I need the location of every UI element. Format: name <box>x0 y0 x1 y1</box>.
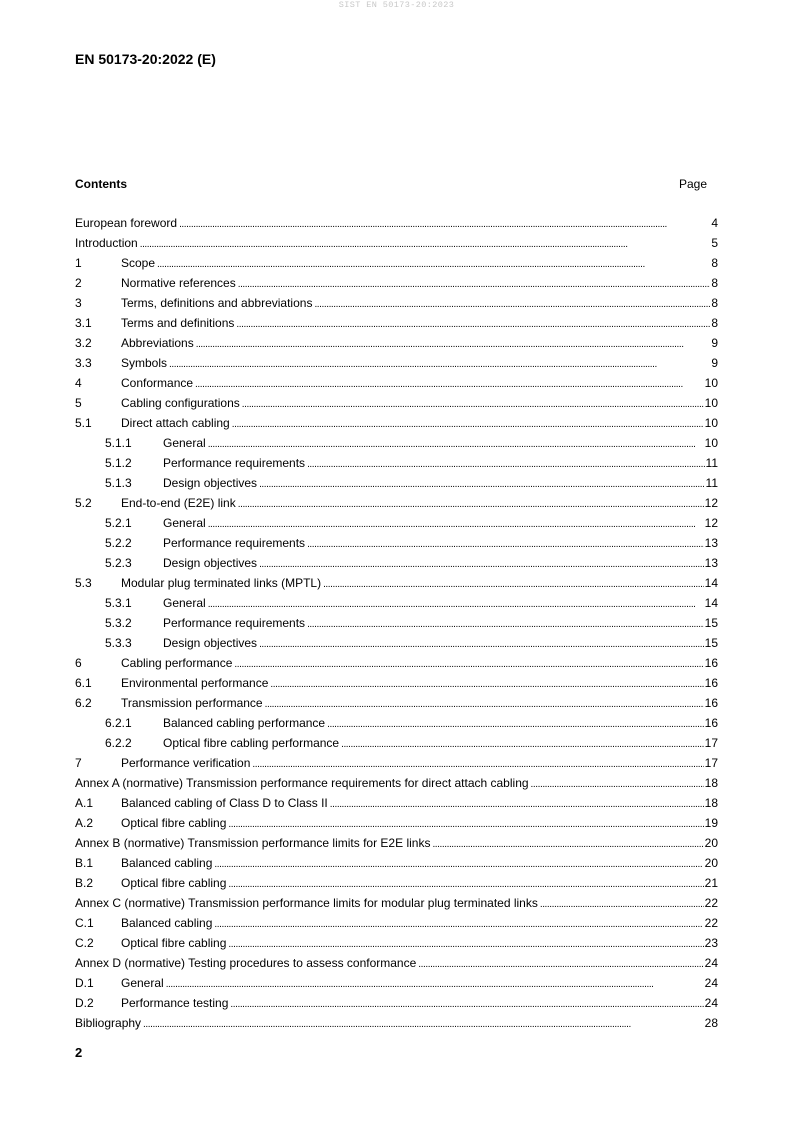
toc-entry-page: 10 <box>704 376 718 390</box>
toc-entry[interactable] <box>75 793 718 813</box>
toc-entry[interactable] <box>75 473 718 493</box>
toc-entry[interactable] <box>75 773 718 793</box>
toc-entry[interactable] <box>75 993 718 1013</box>
toc-entry[interactable] <box>75 873 718 893</box>
toc-entry-title: Design objectives <box>163 556 258 570</box>
toc-entry-title: Optical fibre cabling <box>121 936 227 950</box>
toc-entry-page: 8 <box>711 296 718 310</box>
toc-dot-leader <box>232 416 704 430</box>
toc-entry-number: 5.1.2 <box>105 456 132 470</box>
toc-entry-number: 1 <box>75 256 82 270</box>
toc-entry-title: Performance requirements <box>163 536 306 550</box>
toc-dot-leader <box>228 876 703 890</box>
toc-dot-leader <box>143 1016 704 1030</box>
toc-entry-title: General <box>163 596 206 610</box>
toc-entry-title: General <box>121 976 164 990</box>
toc-dot-leader <box>166 976 704 990</box>
toc-dot-leader <box>228 816 703 830</box>
toc-entry-number: 5.3.2 <box>105 616 132 630</box>
toc-entry-title: General <box>163 516 206 530</box>
toc-entry-title: Symbols <box>121 356 168 370</box>
toc-entry-page: 8 <box>711 256 718 270</box>
toc-dot-leader <box>259 556 704 570</box>
toc-dot-leader <box>314 296 710 310</box>
toc-entry[interactable] <box>75 713 718 733</box>
toc-entry-page: 15 <box>704 616 718 630</box>
toc-dot-leader <box>307 616 704 630</box>
toc-entry[interactable] <box>75 333 718 353</box>
toc-dot-leader <box>307 536 704 550</box>
toc-entry-page: 13 <box>704 536 718 550</box>
toc-dot-leader <box>179 216 710 230</box>
toc-entry-number: 6.1 <box>75 676 92 690</box>
toc-entry-page: 11 <box>705 456 718 470</box>
toc-entry-title: Terms and definitions <box>121 316 235 330</box>
toc-entry-number: B.2 <box>75 876 94 890</box>
toc-entry-number: 5 <box>75 396 82 410</box>
toc-entry[interactable] <box>75 393 718 413</box>
toc-entry-number: 5.3 <box>75 576 92 590</box>
toc-entry-title: Modular plug terminated links (MPTL) <box>121 576 322 590</box>
toc-entry-number: 2 <box>75 276 82 290</box>
toc-entry-page: 20 <box>704 856 718 870</box>
toc-entry-number: 5.1.3 <box>105 476 132 490</box>
toc-entry-page: 19 <box>704 816 718 830</box>
toc-dot-leader <box>242 396 704 410</box>
toc-entry-page: 10 <box>704 396 718 410</box>
toc-entry-number: 5.1 <box>75 416 92 430</box>
toc-entry-title: Introduction <box>75 236 138 250</box>
toc-entry-title: Optical fibre cabling performance <box>163 736 340 750</box>
toc-entry-page: 16 <box>704 716 718 730</box>
toc-entry[interactable] <box>75 453 718 473</box>
toc-entry-page: 4 <box>711 216 718 230</box>
toc-dot-leader <box>195 376 704 390</box>
toc-entry-title: Cabling performance <box>121 656 233 670</box>
toc-entry-page: 28 <box>704 1016 718 1030</box>
toc-dot-leader <box>196 336 711 350</box>
toc-entry-number: D.2 <box>75 996 94 1010</box>
toc-entry-number: 5.2 <box>75 496 92 510</box>
toc-dot-leader <box>208 436 704 450</box>
toc-dot-leader <box>157 256 710 270</box>
toc-entry[interactable] <box>75 493 718 513</box>
toc-entry[interactable] <box>75 973 718 993</box>
toc-entry-title: Normative references <box>121 276 236 290</box>
toc-entry-page: 9 <box>711 356 718 370</box>
toc-entry-page: 20 <box>704 836 718 850</box>
toc-entry-title: Design objectives <box>163 476 258 490</box>
toc-entry-number: 3 <box>75 296 82 310</box>
toc-entry-number: 5.3.3 <box>105 636 132 650</box>
toc-entry-page: 18 <box>704 776 718 790</box>
toc-entry[interactable] <box>75 573 718 593</box>
toc-dot-leader <box>341 736 704 750</box>
toc-entry-number: 6.2.2 <box>105 736 132 750</box>
watermark: SIST EN 50173-20:2023 <box>338 0 455 10</box>
toc-entry-number: C.1 <box>75 916 94 930</box>
toc-entry[interactable] <box>75 673 718 693</box>
toc-dot-leader <box>236 316 710 330</box>
toc-entry[interactable] <box>75 433 718 453</box>
toc-entry-page: 24 <box>704 996 718 1010</box>
toc-entry[interactable] <box>75 613 718 633</box>
toc-entry[interactable] <box>75 733 718 753</box>
toc-dot-leader <box>327 716 704 730</box>
toc-entry-title: Performance requirements <box>163 456 306 470</box>
toc-entry[interactable] <box>75 933 718 953</box>
toc-entry-page: 10 <box>704 436 718 450</box>
toc-entry-page: 14 <box>704 576 718 590</box>
toc-entry-page: 11 <box>705 476 718 490</box>
toc-entry-page: 10 <box>704 416 718 430</box>
toc-dot-leader <box>208 516 704 530</box>
toc-dot-leader <box>169 356 710 370</box>
toc-entry-number: 6 <box>75 656 82 670</box>
toc-entry[interactable] <box>75 633 718 653</box>
toc-entry[interactable] <box>75 753 718 773</box>
toc-entry-page: 17 <box>704 756 718 770</box>
table-of-contents <box>75 213 718 1033</box>
toc-entry[interactable] <box>75 853 718 873</box>
toc-entry-number: 5.2.1 <box>105 516 132 530</box>
toc-entry[interactable] <box>75 413 718 433</box>
toc-entry-number: C.2 <box>75 936 94 950</box>
toc-entry-page: 9 <box>711 336 718 350</box>
toc-entry-title: Environmental performance <box>121 676 269 690</box>
toc-dot-leader <box>252 756 703 770</box>
toc-entry-page: 22 <box>704 896 718 910</box>
toc-entry[interactable] <box>75 533 718 553</box>
toc-entry[interactable] <box>75 833 718 853</box>
toc-entry-number: B.1 <box>75 856 94 870</box>
toc-entry-page: 8 <box>711 276 718 290</box>
toc-entry-title: Direct attach cabling <box>121 416 230 430</box>
toc-entry-number: 6.2 <box>75 696 92 710</box>
toc-entry-title: End-to-end (E2E) link <box>121 496 236 510</box>
toc-entry-title: Balanced cabling performance <box>163 716 326 730</box>
toc-entry[interactable] <box>75 653 718 673</box>
toc-entry-number: 3.3 <box>75 356 92 370</box>
toc-entry[interactable] <box>75 593 718 613</box>
toc-entry-number: 3.1 <box>75 316 92 330</box>
toc-entry-title: Design objectives <box>163 636 258 650</box>
toc-entry-title: Annex A (normative) Transmission performance requirements for direct attach cabling <box>75 776 529 790</box>
toc-entry-page: 13 <box>704 556 718 570</box>
toc-dot-leader <box>230 996 703 1010</box>
toc-entry-title: Cabling configurations <box>121 396 240 410</box>
toc-dot-leader <box>270 676 703 690</box>
toc-dot-leader <box>208 596 704 610</box>
toc-entry-page: 8 <box>711 316 718 330</box>
toc-dot-leader <box>259 636 704 650</box>
toc-entry-number: 4 <box>75 376 82 390</box>
toc-entry[interactable] <box>75 913 718 933</box>
contents-heading: Contents <box>75 177 127 191</box>
toc-entry-page: 14 <box>704 596 718 610</box>
toc-entry-page: 24 <box>704 976 718 990</box>
toc-entry-title: Scope <box>121 256 156 270</box>
toc-entry-title: Bibliography <box>75 1016 142 1030</box>
toc-entry-number: 5.2.3 <box>105 556 132 570</box>
toc-dot-leader <box>238 496 704 510</box>
toc-dot-leader <box>234 656 703 670</box>
toc-entry-number: 5.1.1 <box>105 436 132 450</box>
toc-entry-page: 16 <box>704 656 718 670</box>
toc-entry-title: European foreword <box>75 216 178 230</box>
toc-entry-title: Annex D (normative) Testing procedures to assess conformance <box>75 956 417 970</box>
toc-entry-page: 17 <box>704 736 718 750</box>
toc-entry-title: Performance testing <box>121 996 229 1010</box>
toc-entry-title: Terms, definitions and abbreviations <box>121 296 313 310</box>
toc-entry[interactable] <box>75 953 718 973</box>
toc-entry-page: 5 <box>711 236 718 250</box>
toc-entry-page: 12 <box>704 496 718 510</box>
toc-dot-leader <box>265 696 704 710</box>
toc-entry-page: 18 <box>704 796 718 810</box>
toc-dot-leader <box>238 276 711 290</box>
toc-entry-page: 24 <box>704 956 718 970</box>
toc-entry[interactable] <box>75 293 718 313</box>
toc-dot-leader <box>531 776 704 790</box>
toc-entry-number: 5.3.1 <box>105 596 132 610</box>
toc-entry-page: 23 <box>704 936 718 950</box>
toc-entry[interactable] <box>75 813 718 833</box>
toc-dot-leader <box>330 796 704 810</box>
toc-entry-title: Transmission performance <box>121 696 263 710</box>
toc-dot-leader <box>323 576 704 590</box>
toc-entry-number: 3.2 <box>75 336 92 350</box>
toc-entry[interactable] <box>75 313 718 333</box>
toc-entry-title: Balanced cabling <box>121 916 213 930</box>
toc-entry-number: A.2 <box>75 816 94 830</box>
toc-entry[interactable] <box>75 693 718 713</box>
toc-dot-leader <box>418 956 703 970</box>
toc-entry-page: 22 <box>704 916 718 930</box>
toc-dot-leader <box>307 456 704 470</box>
toc-entry[interactable] <box>75 353 718 373</box>
toc-dot-leader <box>540 896 704 910</box>
page-number: 2 <box>75 1045 83 1060</box>
toc-entry-page: 15 <box>704 636 718 650</box>
toc-entry-title: Annex C (normative) Transmission performance limits for modular plug terminated links <box>75 896 538 910</box>
toc-entry[interactable] <box>75 213 718 233</box>
toc-dot-leader <box>214 856 703 870</box>
toc-dot-leader <box>140 236 711 250</box>
toc-entry[interactable] <box>75 1013 718 1033</box>
toc-entry-number: 7 <box>75 756 82 770</box>
toc-entry-title: Abbreviations <box>121 336 194 350</box>
toc-entry[interactable] <box>75 553 718 573</box>
toc-entry-title: Conformance <box>121 376 194 390</box>
toc-entry-page: 21 <box>704 876 718 890</box>
toc-entry[interactable] <box>75 253 718 273</box>
toc-entry[interactable] <box>75 273 718 293</box>
toc-entry-page: 12 <box>704 516 718 530</box>
toc-entry[interactable] <box>75 373 718 393</box>
toc-entry-title: Performance requirements <box>163 616 306 630</box>
toc-entry-title: Optical fibre cabling <box>121 816 227 830</box>
toc-entry-title: Balanced cabling <box>121 856 213 870</box>
toc-entry[interactable] <box>75 893 718 913</box>
toc-entry-number: 5.2.2 <box>105 536 132 550</box>
toc-dot-leader <box>432 836 703 850</box>
page-column-label: Page <box>679 177 708 191</box>
toc-entry[interactable] <box>75 233 718 253</box>
toc-entry-page: 16 <box>704 696 718 710</box>
toc-dot-leader <box>214 916 703 930</box>
toc-entry[interactable] <box>75 513 718 533</box>
toc-entry-title: Balanced cabling of Class D to Class II <box>121 796 328 810</box>
toc-entry-number: 6.2.1 <box>105 716 132 730</box>
toc-entry-title: Annex B (normative) Transmission performance limits for E2E links <box>75 836 431 850</box>
toc-dot-leader <box>259 476 704 490</box>
document-id-header: EN 50173-20:2022 (E) <box>75 51 216 67</box>
toc-entry-number: A.1 <box>75 796 94 810</box>
toc-dot-leader <box>228 936 703 950</box>
toc-entry-title: General <box>163 436 206 450</box>
toc-entry-number: D.1 <box>75 976 94 990</box>
toc-entry-title: Optical fibre cabling <box>121 876 227 890</box>
toc-entry-title: Performance verification <box>121 756 251 770</box>
toc-entry-page: 16 <box>704 676 718 690</box>
